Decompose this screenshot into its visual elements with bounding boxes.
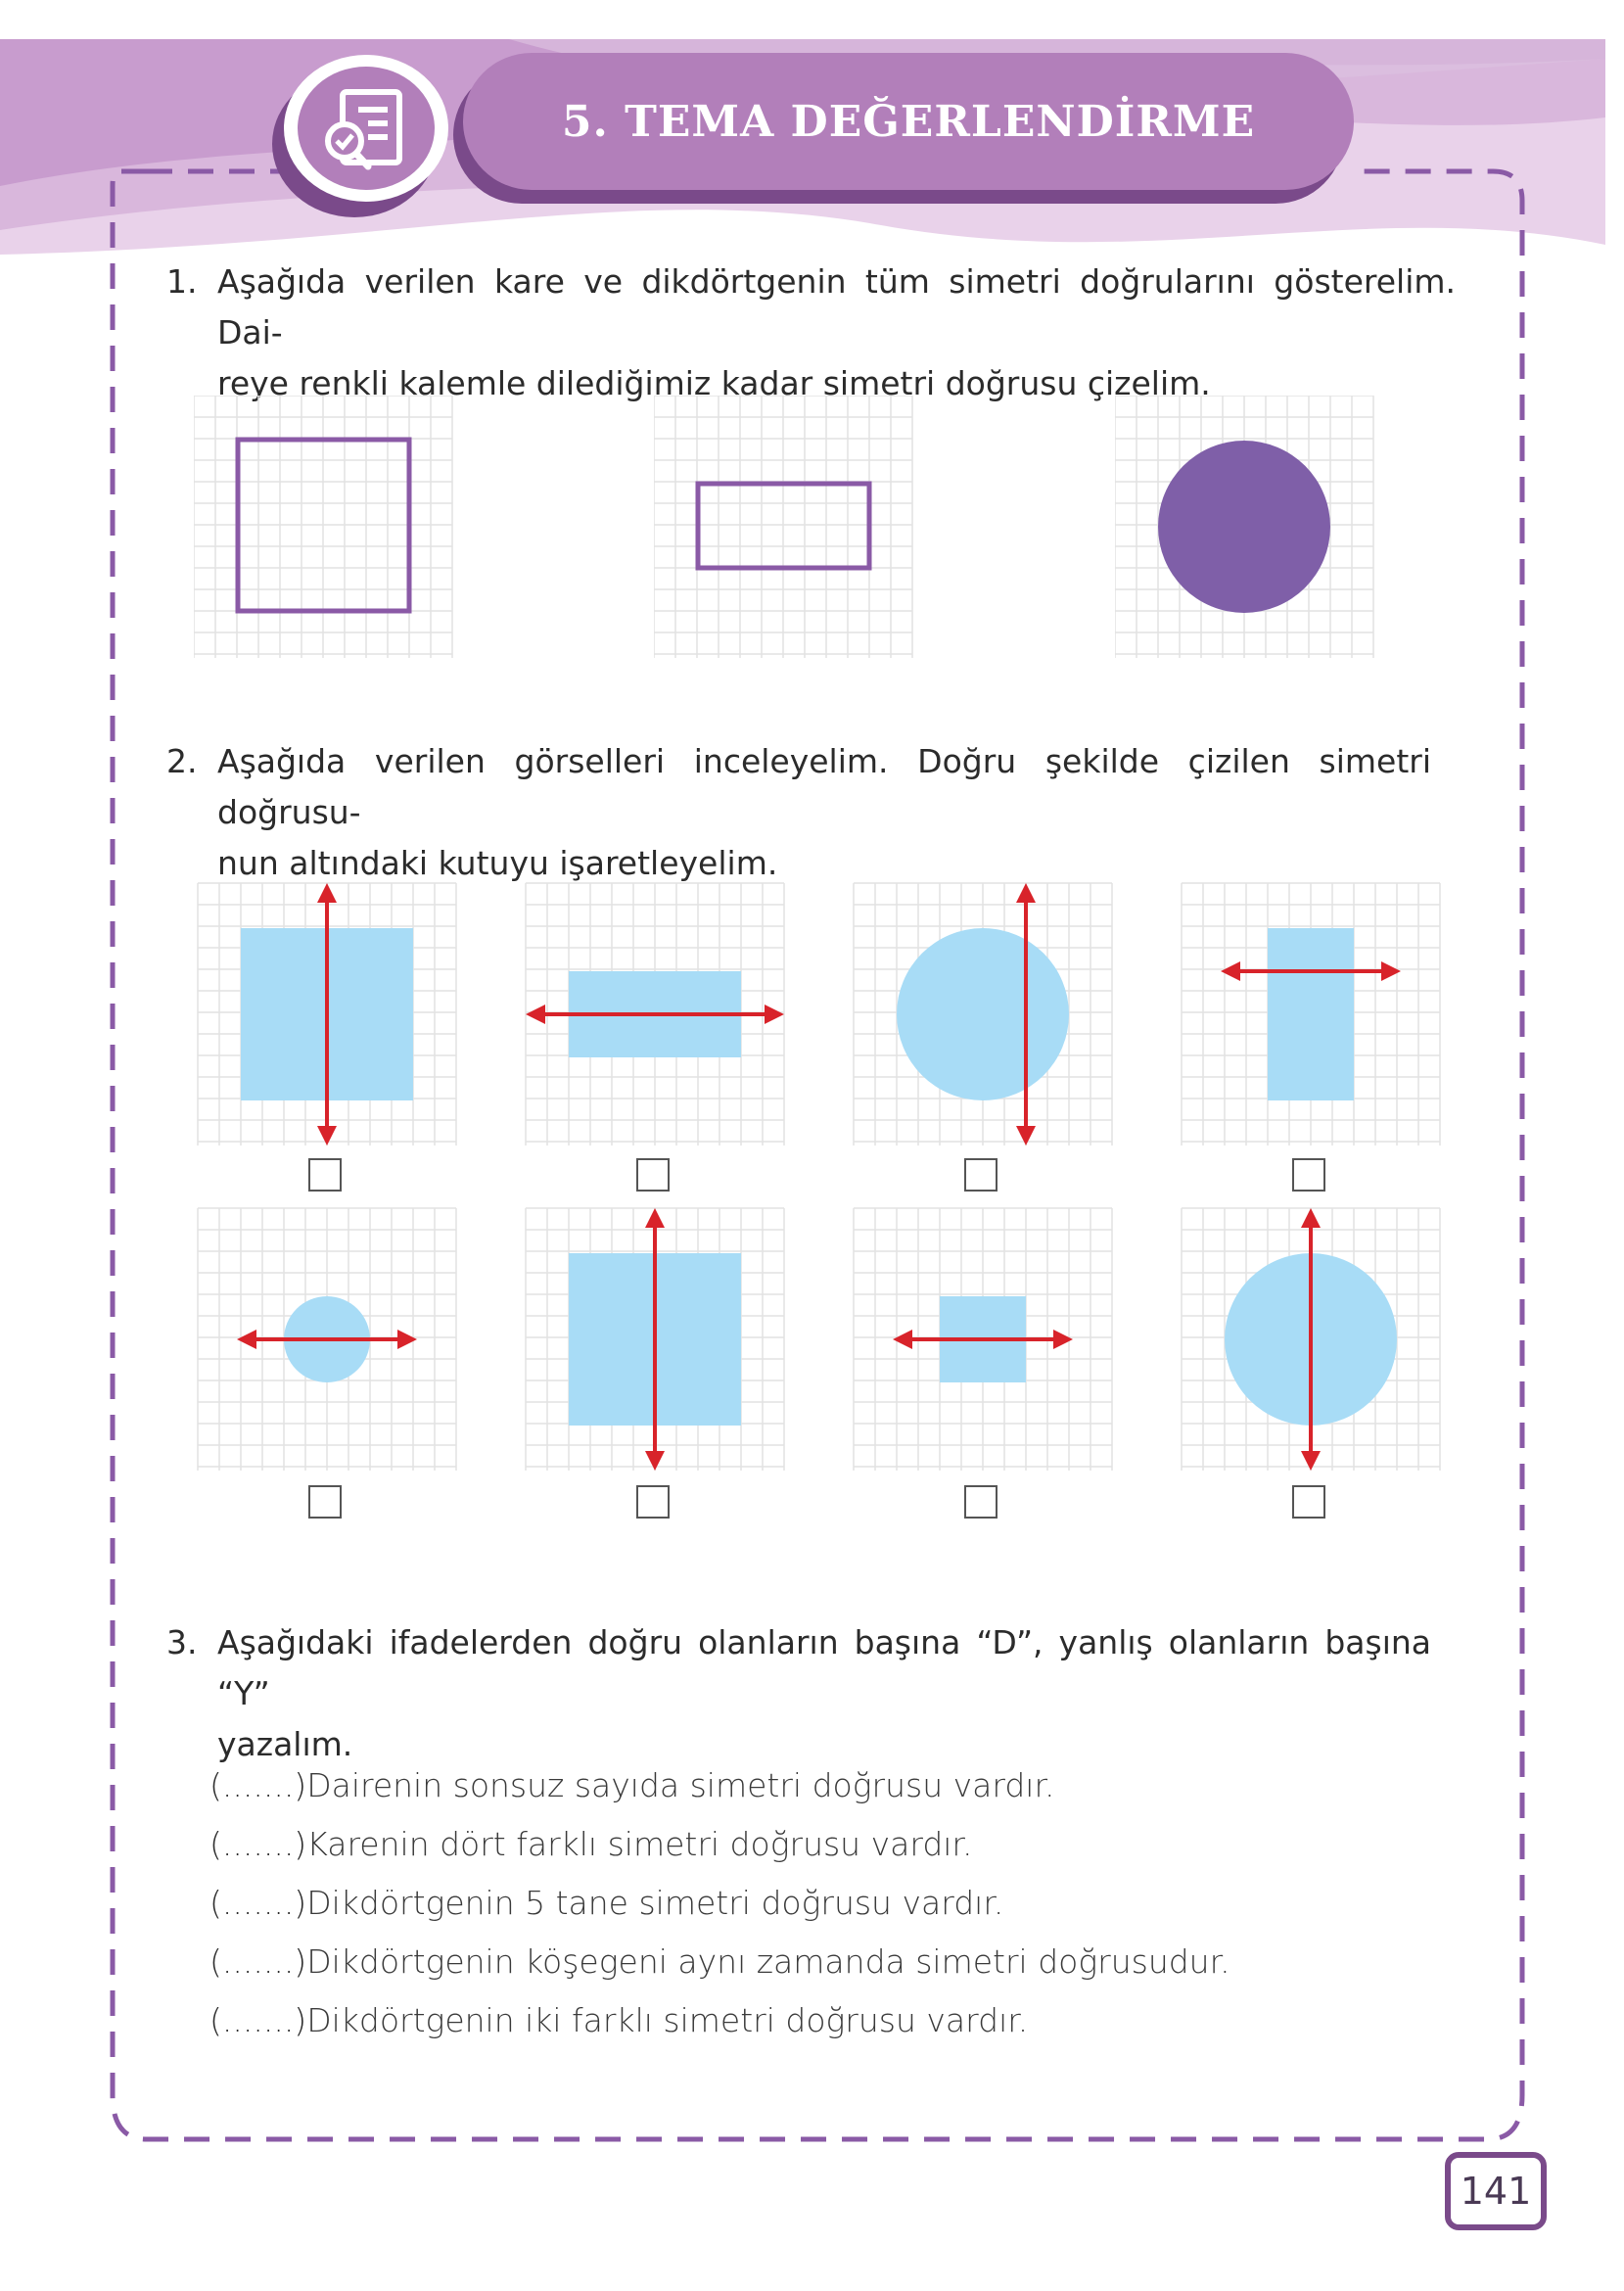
q2-figure: [526, 883, 784, 1146]
answer-checkbox[interactable]: [1292, 1485, 1325, 1519]
statement-text: Karenin dört farklı simetri doğrusu vardır.: [306, 1825, 973, 1863]
q1-line1: Aşağıda verilen kare ve dikdörtgenin tüm simetri doğrularını gösterelim. Dai-: [217, 262, 1456, 351]
q2-figure: [198, 1208, 456, 1471]
q2-line2: nun altındaki kutuyu işaretleyelim.: [217, 844, 778, 882]
statement-row[interactable]: [209, 1991, 1028, 2050]
q3-text: [217, 1617, 1431, 1770]
statement-text: Dikdörtgenin iki farklı simetri doğrusu vardır.: [306, 2001, 1029, 2039]
statement-row[interactable]: [209, 1874, 1003, 1933]
q3-line1: Aşağıdaki ifadelerden doğru olanların başına “D”, yanlış olanların başına “Y”: [217, 1623, 1431, 1712]
q2-figure: [198, 883, 456, 1146]
q3-number: 3.: [166, 1623, 198, 1661]
statement-row[interactable]: [209, 1933, 1230, 1991]
answer-checkbox[interactable]: [636, 1485, 670, 1519]
q2-number: 2.: [166, 742, 198, 780]
page-number: 141: [1445, 2152, 1547, 2230]
answer-checkbox[interactable]: [964, 1158, 998, 1192]
q3-line2: yazalım.: [217, 1725, 353, 1763]
q2-figure: [854, 1208, 1112, 1471]
statement-text: Dairenin sonsuz sayıda simetri doğrusu vardır.: [306, 1766, 1055, 1804]
q2-figure: [854, 883, 1112, 1146]
answer-checkbox[interactable]: [636, 1158, 670, 1192]
q2-shape-tall-rectangle: [1268, 928, 1354, 1100]
page-title: 5. TEMA DEĞERLENDİRME: [561, 96, 1256, 147]
q2-shape-circle: [897, 928, 1069, 1100]
answer-checkbox[interactable]: [964, 1485, 998, 1519]
q1-number: 1.: [166, 262, 198, 301]
answer-blank[interactable]: (.......): [209, 1884, 307, 1922]
q2-figure: [526, 1208, 784, 1471]
q2-line1: Aşağıda verilen görselleri inceleyelim. Doğru şekilde çizilen simetri doğrusu-: [217, 742, 1431, 831]
answer-blank[interactable]: (.......): [209, 1942, 307, 1981]
q2-figure: [1182, 883, 1440, 1146]
q2-figure: [1182, 1208, 1440, 1471]
q1-line2: reye renkli kalemle dilediğimiz kadar simetri doğrusu çizelim.: [217, 364, 1211, 402]
statement-row[interactable]: [209, 1756, 1055, 1815]
statement-text: Dikdörtgenin 5 tane simetri doğrusu vardır.: [306, 1884, 1004, 1922]
statement-text: Dikdörtgenin köşegeni aynı zamanda simetri doğrusudur.: [306, 1942, 1230, 1981]
answer-blank[interactable]: (.......): [209, 1766, 307, 1804]
answer-checkbox[interactable]: [308, 1158, 342, 1192]
answer-blank[interactable]: (.......): [209, 2001, 307, 2039]
answer-checkbox[interactable]: [1292, 1158, 1325, 1192]
statement-row[interactable]: [209, 1815, 972, 1874]
answer-blank[interactable]: (.......): [209, 1825, 307, 1863]
answer-checkbox[interactable]: [308, 1485, 342, 1519]
